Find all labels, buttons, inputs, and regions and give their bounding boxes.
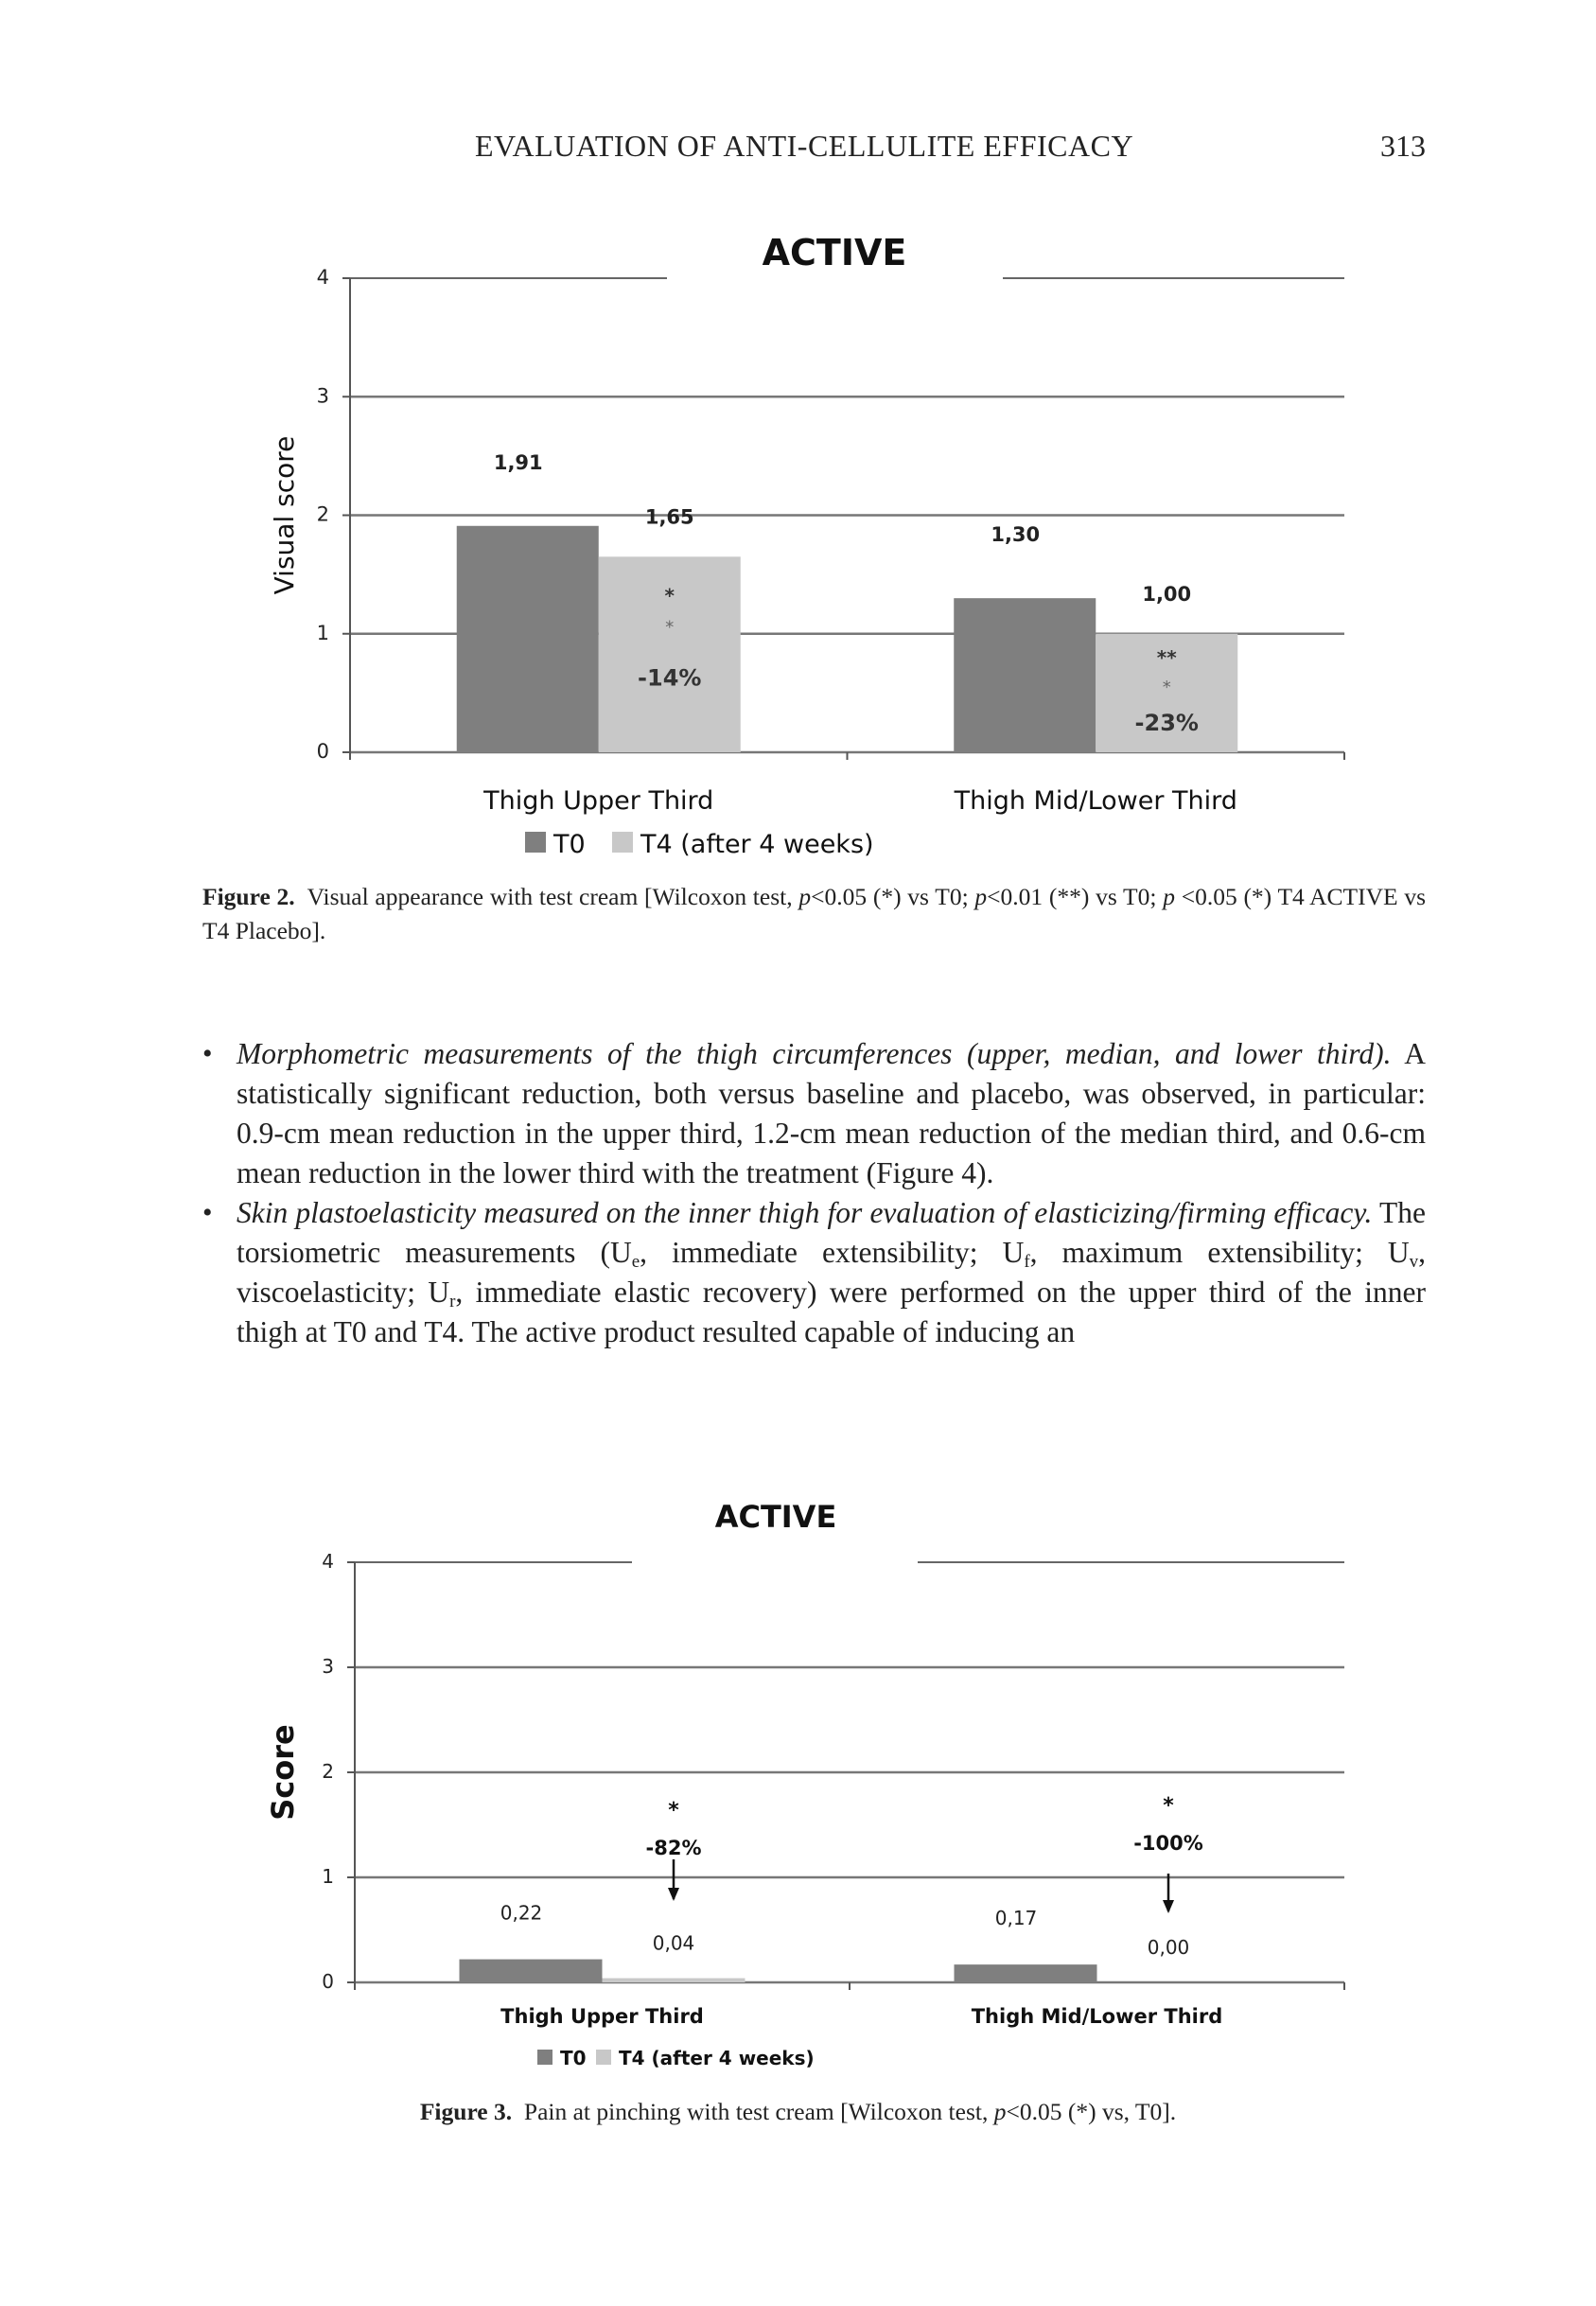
significance-mark: *: [664, 584, 675, 607]
legend-label: T0: [553, 830, 586, 859]
bar-t0: [460, 1960, 603, 1982]
data-label: 0,00: [1147, 1936, 1190, 1959]
figure-label: Figure 3.: [419, 2098, 513, 2125]
y-tick-label: 4: [316, 266, 329, 289]
y-tick-label: 0: [316, 740, 329, 763]
subscript: e: [631, 1252, 640, 1272]
y-tick-label: 0: [322, 1970, 334, 1993]
y-tick-label: 4: [322, 1550, 334, 1573]
data-label: 0,22: [500, 1901, 543, 1925]
legend-label: T4 (after 4 weeks): [640, 830, 874, 859]
percent-change: -100%: [1133, 1832, 1203, 1855]
legend-label: T4 (after 4 weeks): [619, 2047, 815, 2069]
figure-3-caption: [0, 2095, 1596, 2129]
data-label: 1,65: [644, 505, 694, 529]
significance-mark: *: [1163, 1794, 1174, 1818]
bullet-heading: Skin plastoelasticity measured on the inner thigh for evaluation of elasticizing/firming efficacy.: [237, 1196, 1373, 1229]
percent-change: -14%: [638, 664, 702, 692]
bullet-text: , viscoelasticity; U: [237, 1236, 1426, 1309]
bullet-text: The torsiometric measurements (U: [237, 1196, 1426, 1269]
category-label: Thigh Upper Third: [500, 2005, 704, 2028]
category-label: Thigh Upper Third: [483, 786, 714, 816]
bar-t0: [955, 1964, 1097, 1982]
caption-p: p: [974, 883, 988, 910]
legend-swatch: [596, 2050, 611, 2065]
chart-title: ACTIVE: [762, 232, 907, 273]
subscript: r: [449, 1292, 456, 1311]
significance-mark: *: [668, 1799, 679, 1822]
running-title: EVALUATION OF ANTI-CELLULITE EFFICACY: [474, 129, 1134, 163]
y-tick-label: 2: [316, 502, 329, 526]
percent-change: -82%: [645, 1837, 702, 1859]
bar-t4: [603, 1979, 745, 1982]
y-axis-label: Visual score: [269, 435, 300, 595]
data-label: 1,30: [991, 523, 1041, 547]
y-tick-label: 1: [316, 621, 329, 644]
significance-mark: **: [1156, 645, 1177, 669]
caption-text: <0.05 (*) vs, T0].: [1006, 2098, 1177, 2125]
subscript: v: [1409, 1252, 1419, 1272]
figure-label: Figure 2.: [202, 883, 295, 910]
percent-change: -23%: [1134, 709, 1199, 736]
category-label: Thigh Mid/Lower Third: [954, 786, 1237, 816]
bullet-text: A statistically significant reduction, both versus baseline and placebo, was observed, in particular: 0.9-cm mean reduction in the upper third, 1.2-cm mean reduction of the median third, and 0.6-cm mean reduction in the lower third with the treatment (Figure 4).: [237, 1037, 1426, 1189]
page-number: 313: [1380, 129, 1426, 163]
caption-text: <0.05 (*) vs T0;: [811, 883, 975, 910]
caption-p: p: [798, 883, 812, 910]
caption-text: Pain at pinching with test cream [Wilcoxon test,: [523, 2098, 994, 2125]
bullet-text: , immediate elastic recovery) were performed on the upper third of the inner thigh at T0 and T4. The active product resulted capable of inducing an: [237, 1276, 1426, 1348]
legend-label: T0: [560, 2047, 587, 2069]
significance-mark: *: [665, 617, 675, 638]
significance-mark: *: [1162, 677, 1171, 697]
bullet-text: , immediate extensibility; U: [640, 1236, 1025, 1269]
y-tick-label: 2: [322, 1760, 334, 1783]
caption-text: <0.01 (**) vs T0;: [987, 883, 1164, 910]
data-label: 0,04: [652, 1931, 695, 1955]
chart-title: ACTIVE: [714, 1499, 837, 1535]
arrow-head-icon: [668, 1888, 679, 1901]
data-label: 1,91: [493, 450, 543, 474]
caption-text: Visual appearance with test cream [Wilcoxon test,: [307, 883, 799, 910]
category-label: Thigh Mid/Lower Third: [971, 2005, 1223, 2028]
caption-p: p: [993, 2098, 1007, 2125]
data-label: 0,17: [994, 1907, 1038, 1930]
y-tick-label: 3: [322, 1655, 334, 1678]
bullet-heading: Morphometric measurements of the thigh circumferences (upper, median, and lower third).: [237, 1037, 1392, 1070]
arrow-head-icon: [1163, 1900, 1174, 1913]
subscript: f: [1024, 1252, 1030, 1272]
y-axis-label: Score: [265, 1724, 301, 1821]
caption-text: <0.05 (*) T4 ACTIVE vs T4 Placebo].: [202, 883, 1426, 944]
caption-p: p: [1163, 883, 1175, 910]
bullet-text: , maximum extensibility; U: [1029, 1236, 1410, 1269]
y-tick-label: 1: [322, 1865, 334, 1888]
data-label: 1,00: [1142, 582, 1192, 606]
y-tick-label: 3: [316, 384, 329, 408]
legend-swatch: [537, 2050, 552, 2065]
